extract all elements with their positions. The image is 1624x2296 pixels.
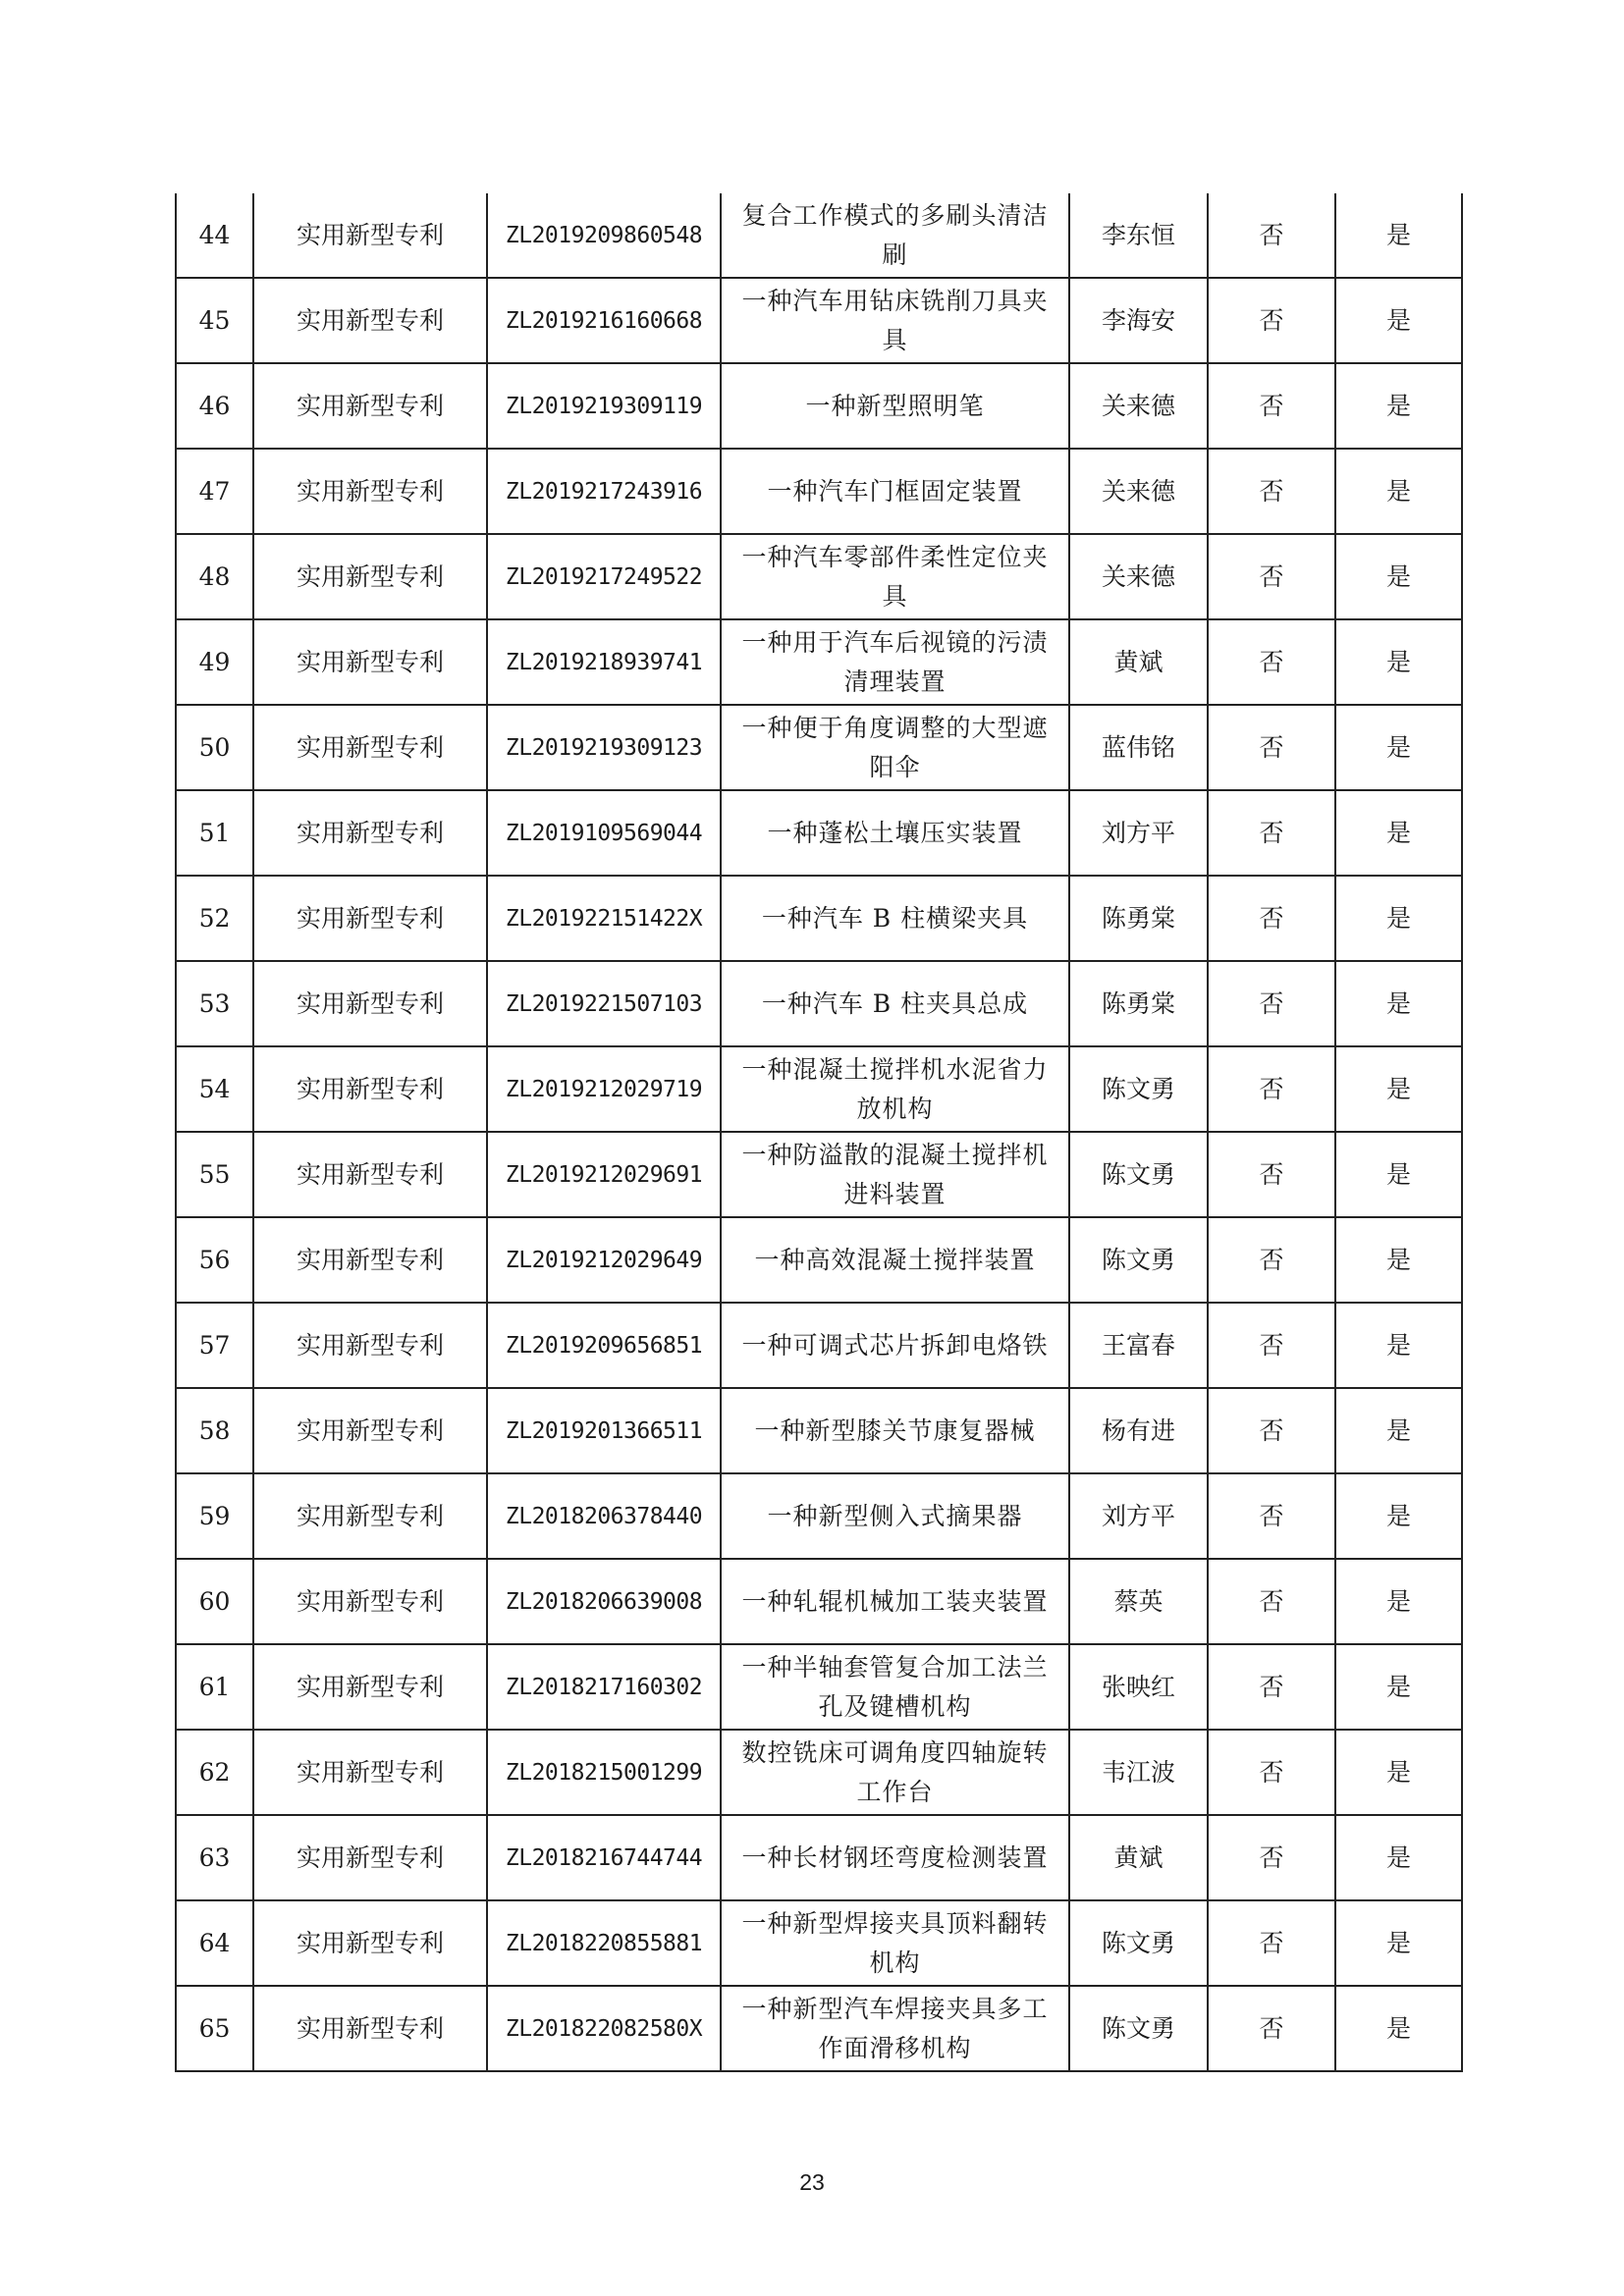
patent-number-cell: ZL2019212029719 — [487, 1046, 721, 1132]
inventor-cell: 张映红 — [1069, 1644, 1208, 1730]
patent-name-cell: 一种高效混凝土搅拌装置 — [721, 1217, 1069, 1303]
status-cell-2: 是 — [1335, 1217, 1462, 1303]
status-cell-1: 否 — [1208, 1132, 1335, 1217]
status-cell-1: 否 — [1208, 790, 1335, 876]
status-cell-1: 否 — [1208, 1644, 1335, 1730]
patent-number-cell: ZL201822082580X — [487, 1986, 721, 2071]
patent-number-cell: ZL2018220855881 — [487, 1900, 721, 1986]
row-number: 65 — [176, 1986, 253, 2071]
table-row — [176, 705, 1462, 790]
table-row — [176, 534, 1462, 619]
status-cell-2: 是 — [1335, 1473, 1462, 1559]
status-cell-1: 否 — [1208, 1303, 1335, 1388]
inventor-cell: 蔡英 — [1069, 1559, 1208, 1644]
patent-table — [175, 193, 1463, 2072]
row-number: 50 — [176, 705, 253, 790]
status-cell-1: 否 — [1208, 961, 1335, 1046]
status-cell-2: 是 — [1335, 705, 1462, 790]
table-row — [176, 1559, 1462, 1644]
status-cell-2: 是 — [1335, 363, 1462, 449]
status-cell-1: 否 — [1208, 876, 1335, 961]
table-row — [176, 1046, 1462, 1132]
inventor-cell: 陈文勇 — [1069, 1132, 1208, 1217]
row-number: 61 — [176, 1644, 253, 1730]
inventor-cell: 王富春 — [1069, 1303, 1208, 1388]
status-cell-2: 是 — [1335, 619, 1462, 705]
inventor-cell: 杨有进 — [1069, 1388, 1208, 1473]
patent-name-cell: 一种新型照明笔 — [721, 363, 1069, 449]
status-cell-2: 是 — [1335, 1388, 1462, 1473]
status-cell-2: 是 — [1335, 1046, 1462, 1132]
patent-name-cell: 一种新型膝关节康复器械 — [721, 1388, 1069, 1473]
patent-name-cell: 一种防溢散的混凝土搅拌机进料装置 — [721, 1132, 1069, 1217]
patent-number-cell: ZL2019221507103 — [487, 961, 721, 1046]
page-number: 23 — [799, 2169, 825, 2195]
patent-number-cell: ZL2019209860548 — [487, 193, 721, 278]
table-row — [176, 1730, 1462, 1815]
patent-name-cell: 一种混凝土搅拌机水泥省力放机构 — [721, 1046, 1069, 1132]
patent-number-cell: ZL2019209656851 — [487, 1303, 721, 1388]
inventor-cell: 陈文勇 — [1069, 1900, 1208, 1986]
patent-type-cell: 实用新型专利 — [253, 1900, 487, 1986]
status-cell-1: 否 — [1208, 619, 1335, 705]
row-number: 62 — [176, 1730, 253, 1815]
patent-name-cell: 一种汽车用钻床铣削刀具夹具 — [721, 278, 1069, 363]
inventor-cell: 蓝伟铭 — [1069, 705, 1208, 790]
row-number: 48 — [176, 534, 253, 619]
patent-name-cell: 一种便于角度调整的大型遮阳伞 — [721, 705, 1069, 790]
status-cell-2: 是 — [1335, 961, 1462, 1046]
status-cell-1: 否 — [1208, 1559, 1335, 1644]
patent-name-cell: 一种汽车 B 柱横梁夹具 — [721, 876, 1069, 961]
inventor-cell: 陈文勇 — [1069, 1217, 1208, 1303]
status-cell-2: 是 — [1335, 449, 1462, 534]
patent-number-cell: ZL2019218939741 — [487, 619, 721, 705]
patent-type-cell: 实用新型专利 — [253, 961, 487, 1046]
status-cell-2: 是 — [1335, 1559, 1462, 1644]
patent-name-cell: 一种新型焊接夹具顶料翻转机构 — [721, 1900, 1069, 1986]
table-row — [176, 278, 1462, 363]
patent-name-cell: 一种汽车 B 柱夹具总成 — [721, 961, 1069, 1046]
patent-type-cell: 实用新型专利 — [253, 1473, 487, 1559]
table-row — [176, 961, 1462, 1046]
status-cell-1: 否 — [1208, 534, 1335, 619]
patent-number-cell: ZL2018206378440 — [487, 1473, 721, 1559]
table-row — [176, 449, 1462, 534]
patent-number-cell: ZL2019212029691 — [487, 1132, 721, 1217]
patent-type-cell: 实用新型专利 — [253, 363, 487, 449]
patent-number-cell: ZL2019201366511 — [487, 1388, 721, 1473]
row-number: 51 — [176, 790, 253, 876]
table-row — [176, 363, 1462, 449]
status-cell-2: 是 — [1335, 193, 1462, 278]
status-cell-2: 是 — [1335, 790, 1462, 876]
patent-type-cell: 实用新型专利 — [253, 1132, 487, 1217]
status-cell-1: 否 — [1208, 1986, 1335, 2071]
table-row — [176, 619, 1462, 705]
patent-number-cell: ZL2019217249522 — [487, 534, 721, 619]
row-number: 56 — [176, 1217, 253, 1303]
patent-type-cell: 实用新型专利 — [253, 1046, 487, 1132]
patent-number-cell: ZL2018216744744 — [487, 1815, 721, 1900]
patent-name-cell: 一种汽车门框固定装置 — [721, 449, 1069, 534]
row-number: 60 — [176, 1559, 253, 1644]
table-row — [176, 790, 1462, 876]
status-cell-1: 否 — [1208, 193, 1335, 278]
status-cell-2: 是 — [1335, 278, 1462, 363]
patent-name-cell: 一种可调式芯片拆卸电烙铁 — [721, 1303, 1069, 1388]
patent-type-cell: 实用新型专利 — [253, 1644, 487, 1730]
patent-type-cell: 实用新型专利 — [253, 1559, 487, 1644]
patent-number-cell: ZL2019217243916 — [487, 449, 721, 534]
patent-type-cell: 实用新型专利 — [253, 534, 487, 619]
patent-name-cell: 数控铣床可调角度四轴旋转工作台 — [721, 1730, 1069, 1815]
inventor-cell: 李东恒 — [1069, 193, 1208, 278]
status-cell-2: 是 — [1335, 876, 1462, 961]
patent-number-cell: ZL2019216160668 — [487, 278, 721, 363]
table-row — [176, 1644, 1462, 1730]
inventor-cell: 刘方平 — [1069, 790, 1208, 876]
row-number: 63 — [176, 1815, 253, 1900]
status-cell-2: 是 — [1335, 1986, 1462, 2071]
inventor-cell: 关来德 — [1069, 363, 1208, 449]
table-row — [176, 1986, 1462, 2071]
patent-name-cell: 复合工作模式的多刷头清洁刷 — [721, 193, 1069, 278]
table-row — [176, 1473, 1462, 1559]
patent-type-cell: 实用新型专利 — [253, 1217, 487, 1303]
patent-type-cell: 实用新型专利 — [253, 1986, 487, 2071]
inventor-cell: 关来德 — [1069, 449, 1208, 534]
status-cell-1: 否 — [1208, 363, 1335, 449]
status-cell-2: 是 — [1335, 1303, 1462, 1388]
patent-name-cell: 一种新型汽车焊接夹具多工作面滑移机构 — [721, 1986, 1069, 2071]
table-row — [176, 1132, 1462, 1217]
table-row — [176, 1900, 1462, 1986]
status-cell-1: 否 — [1208, 449, 1335, 534]
status-cell-2: 是 — [1335, 1644, 1462, 1730]
patent-type-cell: 实用新型专利 — [253, 619, 487, 705]
inventor-cell: 陈文勇 — [1069, 1046, 1208, 1132]
patent-number-cell: ZL2018215001299 — [487, 1730, 721, 1815]
status-cell-1: 否 — [1208, 1900, 1335, 1986]
status-cell-2: 是 — [1335, 534, 1462, 619]
patent-type-cell: 实用新型专利 — [253, 1388, 487, 1473]
row-number: 64 — [176, 1900, 253, 1986]
row-number: 57 — [176, 1303, 253, 1388]
row-number: 47 — [176, 449, 253, 534]
status-cell-1: 否 — [1208, 278, 1335, 363]
patent-name-cell: 一种轧辊机械加工装夹装置 — [721, 1559, 1069, 1644]
patent-name-cell: 一种新型侧入式摘果器 — [721, 1473, 1069, 1559]
patent-number-cell: ZL2019212029649 — [487, 1217, 721, 1303]
inventor-cell: 黄斌 — [1069, 1815, 1208, 1900]
patent-name-cell: 一种蓬松土壤压实装置 — [721, 790, 1069, 876]
patent-number-cell: ZL2018206639008 — [487, 1559, 721, 1644]
patent-type-cell: 实用新型专利 — [253, 1730, 487, 1815]
status-cell-2: 是 — [1335, 1815, 1462, 1900]
table-row — [176, 876, 1462, 961]
patent-number-cell: ZL2019109569044 — [487, 790, 721, 876]
patent-type-cell: 实用新型专利 — [253, 449, 487, 534]
patent-name-cell: 一种长材钢坯弯度检测装置 — [721, 1815, 1069, 1900]
row-number: 49 — [176, 619, 253, 705]
inventor-cell: 李海安 — [1069, 278, 1208, 363]
row-number: 46 — [176, 363, 253, 449]
inventor-cell: 陈文勇 — [1069, 1986, 1208, 2071]
status-cell-1: 否 — [1208, 1730, 1335, 1815]
inventor-cell: 黄斌 — [1069, 619, 1208, 705]
row-number: 53 — [176, 961, 253, 1046]
status-cell-1: 否 — [1208, 1046, 1335, 1132]
row-number: 54 — [176, 1046, 253, 1132]
patent-type-cell: 实用新型专利 — [253, 1303, 487, 1388]
inventor-cell: 刘方平 — [1069, 1473, 1208, 1559]
status-cell-2: 是 — [1335, 1132, 1462, 1217]
inventor-cell: 陈勇棠 — [1069, 876, 1208, 961]
patent-type-cell: 实用新型专利 — [253, 278, 487, 363]
patent-name-cell: 一种汽车零部件柔性定位夹具 — [721, 534, 1069, 619]
status-cell-1: 否 — [1208, 1217, 1335, 1303]
patent-number-cell: ZL2018217160302 — [487, 1644, 721, 1730]
status-cell-1: 否 — [1208, 705, 1335, 790]
patent-type-cell: 实用新型专利 — [253, 193, 487, 278]
patent-type-cell: 实用新型专利 — [253, 790, 487, 876]
row-number: 45 — [176, 278, 253, 363]
row-number: 44 — [176, 193, 253, 278]
inventor-cell: 韦江波 — [1069, 1730, 1208, 1815]
table-row — [176, 193, 1462, 278]
row-number: 58 — [176, 1388, 253, 1473]
patent-type-cell: 实用新型专利 — [253, 1815, 487, 1900]
patent-name-cell: 一种半轴套管复合加工法兰孔及键槽机构 — [721, 1644, 1069, 1730]
patent-name-cell: 一种用于汽车后视镜的污渍清理装置 — [721, 619, 1069, 705]
table-row — [176, 1815, 1462, 1900]
status-cell-2: 是 — [1335, 1900, 1462, 1986]
inventor-cell: 关来德 — [1069, 534, 1208, 619]
status-cell-1: 否 — [1208, 1815, 1335, 1900]
status-cell-1: 否 — [1208, 1473, 1335, 1559]
status-cell-2: 是 — [1335, 1730, 1462, 1815]
inventor-cell: 陈勇棠 — [1069, 961, 1208, 1046]
table-body — [176, 193, 1462, 2071]
patent-number-cell: ZL201922151422X — [487, 876, 721, 961]
status-cell-1: 否 — [1208, 1388, 1335, 1473]
table-row — [176, 1303, 1462, 1388]
patent-type-cell: 实用新型专利 — [253, 705, 487, 790]
row-number: 52 — [176, 876, 253, 961]
row-number: 59 — [176, 1473, 253, 1559]
row-number: 55 — [176, 1132, 253, 1217]
table-row — [176, 1217, 1462, 1303]
patent-number-cell: ZL2019219309123 — [487, 705, 721, 790]
patent-number-cell: ZL2019219309119 — [487, 363, 721, 449]
patent-type-cell: 实用新型专利 — [253, 876, 487, 961]
table-row — [176, 1388, 1462, 1473]
